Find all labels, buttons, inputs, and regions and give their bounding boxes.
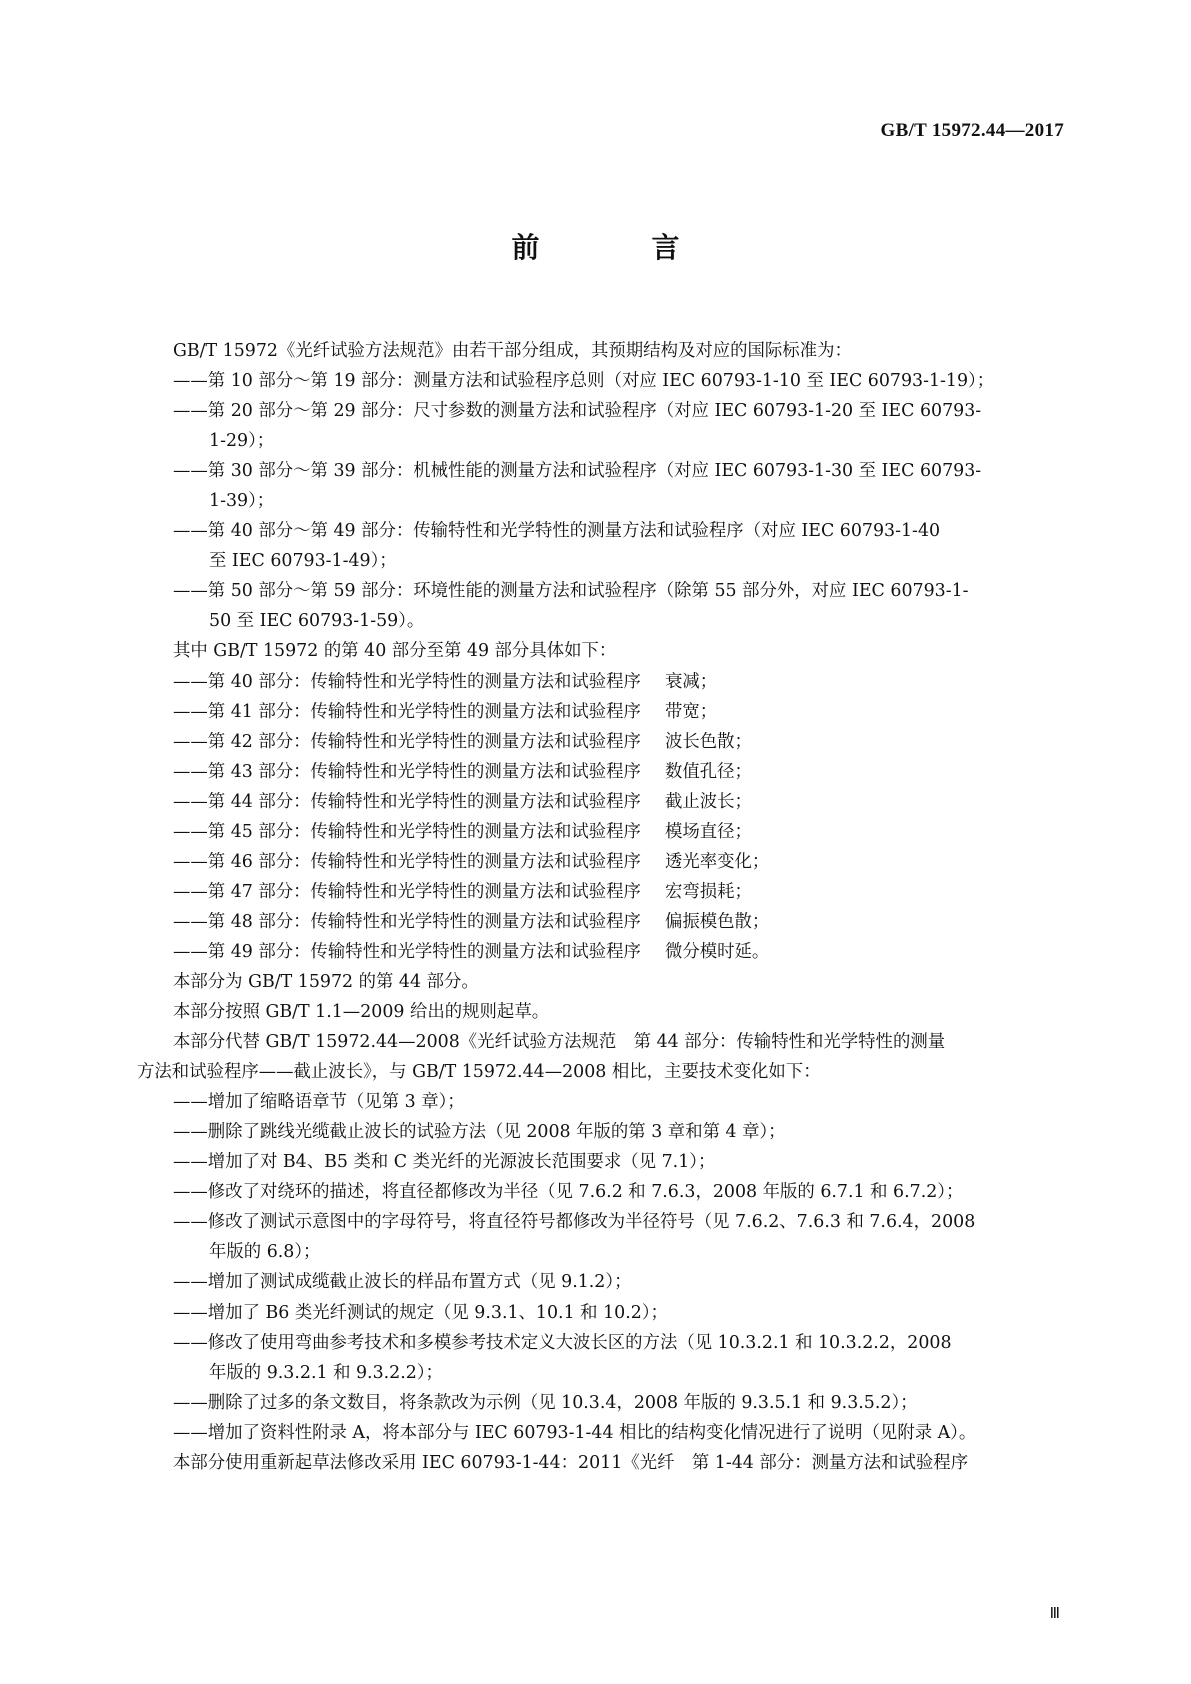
part-suffix: 截止波长； xyxy=(664,791,752,812)
part-item xyxy=(173,727,1065,757)
text-line: 1-29）； xyxy=(209,431,275,452)
text-line: ——修改了使用弯曲参考技术和多模参考技术定义大波长区的方法（见 10.3.2.1 和 10.3.2.2，2008 xyxy=(173,1332,952,1353)
part-prefix: ——第 46 部分：传输特性和光学特性的测量方法和试验程序 xyxy=(173,851,641,872)
part-item xyxy=(173,697,1065,727)
text-line: ——增加了测试成缆截止波长的样品布置方式（见 9.1.2）； xyxy=(173,1272,632,1293)
part-prefix: ——第 49 部分：传输特性和光学特性的测量方法和试验程序 xyxy=(173,941,641,962)
part-suffix: 微分模时延。 xyxy=(664,941,770,962)
part-prefix: ——第 43 部分：传输特性和光学特性的测量方法和试验程序 xyxy=(173,761,641,782)
text-line: 方法和试验程序——截止波长》，与 GB/T 15972.44—2008 相比，主要技术变化如下： xyxy=(137,1062,821,1083)
part-prefix: ——第 41 部分：传输特性和光学特性的测量方法和试验程序 xyxy=(173,701,641,722)
part-prefix: ——第 47 部分：传输特性和光学特性的测量方法和试验程序 xyxy=(173,881,641,902)
text-line: 本部分使用重新起草法修改采用 IEC 60793-1-44：2011《光纤 第 1-44 部分：测量方法和试验程序 xyxy=(173,1452,969,1473)
text-line: ——修改了测试示意图中的字母符号，将直径符号都修改为半径符号（见 7.6.2、7.6.3 和 7.6.4，2008 xyxy=(173,1212,976,1233)
text-line: 50 至 IEC 60793-1-59）。 xyxy=(209,611,425,632)
text-line: ——删除了过多的条文数目，将条款改为示例（见 10.3.4，2008 年版的 9.3.5.1 和 9.3.5.2）； xyxy=(173,1392,918,1413)
part-suffix: 透光率变化； xyxy=(664,851,770,872)
document-code: GB/T 15972.44—2017 xyxy=(880,120,1064,141)
part-item xyxy=(173,847,1065,877)
text-line: ——第 10 部分～第 19 部分：测量方法和试验程序总则（对应 IEC 60793-1-10 至 IEC 60793-1-19）； xyxy=(173,371,995,392)
part-prefix: ——第 44 部分：传输特性和光学特性的测量方法和试验程序 xyxy=(173,791,641,812)
part-suffix: 偏振模色散； xyxy=(664,911,770,932)
text-line: ——修改了对绕环的描述，将直径都修改为半径（见 7.6.2 和 7.6.3，2008 年版的 6.7.1 和 6.7.2）； xyxy=(173,1182,964,1203)
text-line: 年版的 9.3.2.1 和 9.3.2.2）； xyxy=(209,1362,443,1383)
parts-list xyxy=(173,667,1065,967)
part-suffix: 模场直径； xyxy=(664,821,752,842)
preface-body xyxy=(137,336,1065,1478)
part-item xyxy=(173,757,1065,787)
text-line: 本部分代替 GB/T 15972.44—2008《光纤试验方法规范 第 44 部分：传输特性和光学特性的测量 xyxy=(173,1032,946,1053)
part-suffix: 带宽； xyxy=(664,701,718,722)
text-line: 年版的 6.8）； xyxy=(209,1242,321,1263)
text-line: ——第 40 部分～第 49 部分：传输特性和光学特性的测量方法和试验程序（对应 IEC 60793-1-40 xyxy=(173,521,941,542)
part-item xyxy=(173,817,1065,847)
part-item xyxy=(173,907,1065,937)
text-line: ——增加了对 B4、B5 类和 C 类光纤的光源波长范围要求（见 7.1）； xyxy=(173,1152,716,1173)
text-line: 至 IEC 60793-1-49）； xyxy=(209,551,397,572)
text-line: 本部分按照 GB/T 1.1—2009 给出的规则起草。 xyxy=(173,1002,550,1023)
part-prefix: ——第 45 部分：传输特性和光学特性的测量方法和试验程序 xyxy=(173,821,641,842)
text-line: 其中 GB/T 15972 的第 40 部分至第 49 部分具体如下： xyxy=(173,641,617,662)
text-line: 本部分为 GB/T 15972 的第 44 部分。 xyxy=(173,971,479,992)
part-suffix: 衰减； xyxy=(664,671,718,692)
changes-list xyxy=(137,967,1065,1478)
page-title: 前 言 xyxy=(511,231,722,264)
text-line: ——增加了 B6 类光纤测试的规定（见 9.3.1、10.1 和 10.2）； xyxy=(173,1302,668,1323)
part-item xyxy=(173,937,1065,967)
structure-list xyxy=(173,336,1065,667)
text-line: ——第 30 部分～第 39 部分：机械性能的测量方法和试验程序（对应 IEC 60793-1-30 至 IEC 60793- xyxy=(173,461,982,482)
text-line: ——增加了缩略语章节（见第 3 章）； xyxy=(173,1092,465,1113)
part-prefix: ——第 48 部分：传输特性和光学特性的测量方法和试验程序 xyxy=(173,911,641,932)
part-item xyxy=(173,877,1065,907)
part-suffix: 数值孔径； xyxy=(664,761,752,782)
part-prefix: ——第 42 部分：传输特性和光学特性的测量方法和试验程序 xyxy=(173,731,641,752)
text-line: ——删除了跳线光缆截止波长的试验方法（见 2008 年版的第 3 章和第 4 章）； xyxy=(173,1122,786,1143)
part-prefix: ——第 40 部分：传输特性和光学特性的测量方法和试验程序 xyxy=(173,671,641,692)
part-suffix: 波长色散； xyxy=(664,731,752,752)
text-line: 1-39）； xyxy=(209,491,275,512)
text-line: ——第 50 部分～第 59 部分：环境性能的测量方法和试验程序（除第 55 部分外，对应 IEC 60793-1- xyxy=(173,581,969,602)
part-item xyxy=(173,667,1065,697)
part-item xyxy=(173,787,1065,817)
text-line: ——增加了资料性附录 A，将本部分与 IEC 60793-1-44 相比的结构变化情况进行了说明（见附录 A）。 xyxy=(173,1422,977,1443)
page-number: Ⅲ xyxy=(1049,1606,1060,1622)
text-line: ——第 20 部分～第 29 部分：尺寸参数的测量方法和试验程序（对应 IEC 60793-1-20 至 IEC 60793- xyxy=(173,401,982,422)
part-suffix: 宏弯损耗； xyxy=(664,881,752,902)
text-line: GB/T 15972《光纤试验方法规范》由若干部分组成，其预期结构及对应的国际标准为： xyxy=(173,341,852,361)
